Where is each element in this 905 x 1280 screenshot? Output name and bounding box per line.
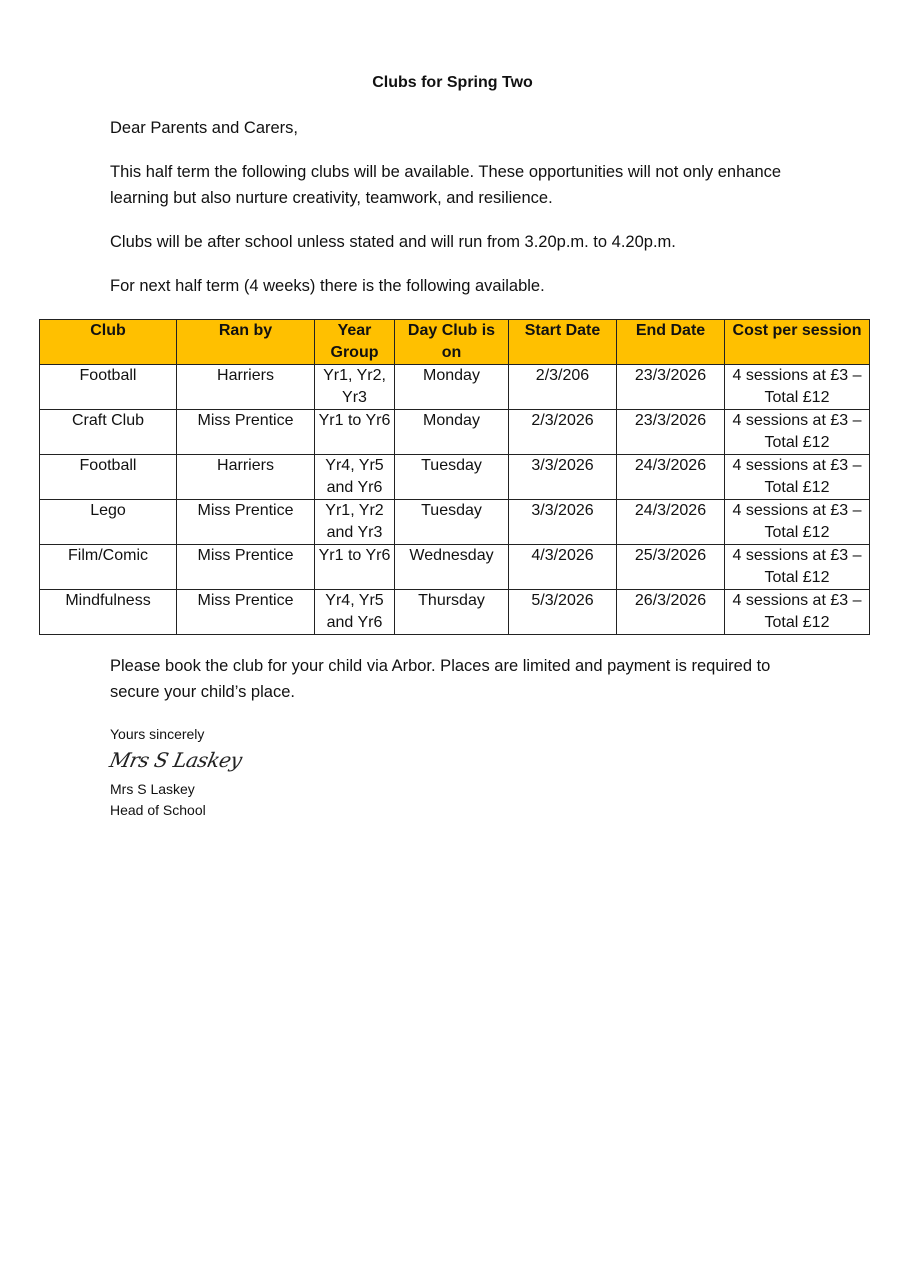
cell-cost: 4 sessions at £3 – Total £12 [725, 410, 870, 455]
header-ran-by: Ran by [177, 320, 315, 365]
table-row [40, 455, 870, 500]
cell-cost: 4 sessions at £3 – Total £12 [725, 365, 870, 410]
handwritten-signature: Mrs S Laskey [107, 748, 245, 772]
cell-start-date: 4/3/2026 [509, 545, 617, 590]
cell-ran-by: Miss Prentice [177, 545, 315, 590]
table-header-row [40, 320, 870, 365]
cell-start-date: 2/3/2026 [509, 410, 617, 455]
cell-start-date: 5/3/2026 [509, 590, 617, 635]
cell-start-date: 3/3/2026 [509, 500, 617, 545]
signer-role: Head of School [110, 802, 206, 818]
cell-end-date: 23/3/2026 [617, 410, 725, 455]
cell-day: Tuesday [395, 455, 509, 500]
cell-start-date: 3/3/2026 [509, 455, 617, 500]
cell-ran-by: Harriers [177, 365, 315, 410]
times-paragraph: Clubs will be after school unless stated and will run from 3.20p.m. to 4.20p.m. [110, 233, 676, 251]
cell-ran-by: Miss Prentice [177, 590, 315, 635]
header-end-date: End Date [617, 320, 725, 365]
cell-club: Football [40, 365, 177, 410]
cell-day: Monday [395, 410, 509, 455]
closing: Yours sincerely [110, 726, 205, 742]
cell-day: Tuesday [395, 500, 509, 545]
cell-year-group: Yr4, Yr5 and Yr6 [315, 455, 395, 500]
cell-day: Thursday [395, 590, 509, 635]
cell-club: Football [40, 455, 177, 500]
cell-day: Wednesday [395, 545, 509, 590]
table-row [40, 410, 870, 455]
header-cost: Cost per session [725, 320, 870, 365]
intro-paragraph: This half term the following clubs will be available. These opportunities will not only enhance learning but also nurture creativity, teamwork, and resilience. [110, 163, 782, 207]
cell-cost: 4 sessions at £3 – Total £12 [725, 455, 870, 500]
cell-year-group: Yr4, Yr5 and Yr6 [315, 590, 395, 635]
cell-club: Film/Comic [40, 545, 177, 590]
cell-end-date: 26/3/2026 [617, 590, 725, 635]
clubs-table [39, 319, 870, 635]
table-row [40, 365, 870, 410]
cell-ran-by: Harriers [177, 455, 315, 500]
cell-start-date: 2/3/206 [509, 365, 617, 410]
cell-club: Craft Club [40, 410, 177, 455]
cell-year-group: Yr1 to Yr6 [315, 545, 395, 590]
header-start-date: Start Date [509, 320, 617, 365]
cell-cost: 4 sessions at £3 – Total £12 [725, 545, 870, 590]
cell-year-group: Yr1, Yr2, Yr3 [315, 365, 395, 410]
header-year-group: Year Group [315, 320, 395, 365]
cell-end-date: 24/3/2026 [617, 500, 725, 545]
header-day: Day Club is on [395, 320, 509, 365]
cell-year-group: Yr1, Yr2 and Yr3 [315, 500, 395, 545]
page-title: Clubs for Spring Two [372, 74, 533, 91]
cell-cost: 4 sessions at £3 – Total £12 [725, 500, 870, 545]
cell-club: Lego [40, 500, 177, 545]
cell-ran-by: Miss Prentice [177, 500, 315, 545]
cell-ran-by: Miss Prentice [177, 410, 315, 455]
cell-club: Mindfulness [40, 590, 177, 635]
cell-end-date: 24/3/2026 [617, 455, 725, 500]
table-row [40, 590, 870, 635]
cell-cost: 4 sessions at £3 – Total £12 [725, 590, 870, 635]
cell-year-group: Yr1 to Yr6 [315, 410, 395, 455]
cell-end-date: 25/3/2026 [617, 545, 725, 590]
signer-name: Mrs S Laskey [110, 781, 195, 797]
header-club: Club [40, 320, 177, 365]
table-row [40, 545, 870, 590]
cell-end-date: 23/3/2026 [617, 365, 725, 410]
cell-day: Monday [395, 365, 509, 410]
greeting: Dear Parents and Carers, [110, 119, 299, 137]
next-term-paragraph: For next half term (4 weeks) there is the following available. [110, 277, 545, 295]
table-row [40, 500, 870, 545]
booking-paragraph: Please book the club for your child via Arbor. Places are limited and payment is required to secure your child’s place. [110, 657, 771, 701]
